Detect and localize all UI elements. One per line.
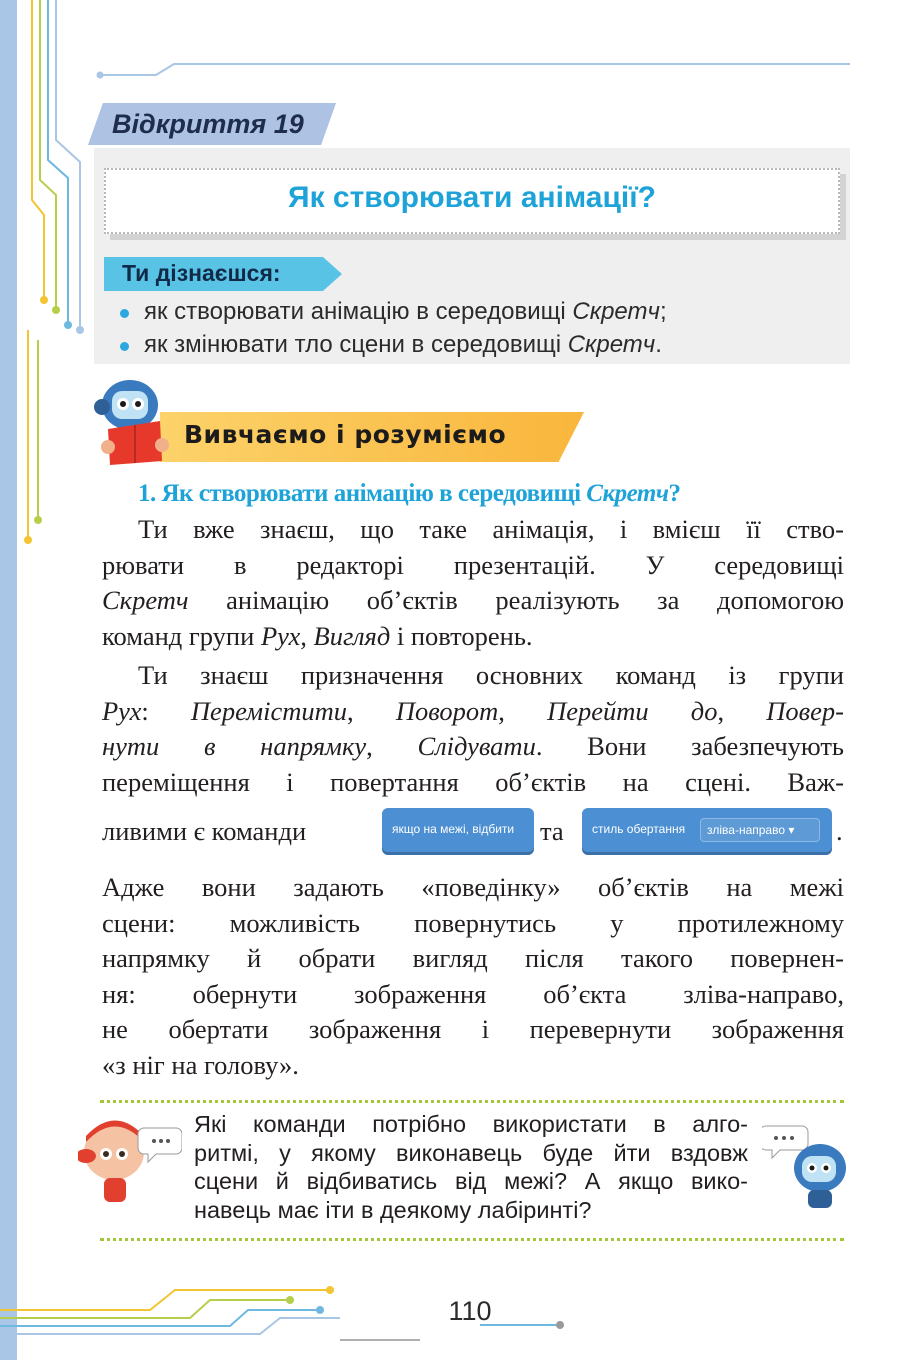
section-title: Вивчаємо і розуміємо — [184, 420, 507, 449]
top-divider-line — [96, 60, 856, 82]
bullet-dot-icon — [120, 309, 129, 318]
reading-robot-icon — [88, 375, 198, 467]
paragraph-3 — [102, 870, 844, 1083]
text-line: Адже вони задають «поведінку» об’єктів на межі — [102, 872, 844, 902]
dotted-divider-bottom — [100, 1238, 844, 1241]
question-line: Які команди потрібно використати в алго- — [194, 1111, 748, 1137]
text-line: «з ніг на голову». — [102, 1049, 299, 1080]
bounce-block — [382, 808, 534, 852]
commands-line — [102, 806, 844, 858]
discovery-tag — [88, 103, 336, 145]
text-line: Скретч анімацію об’єктів реалізують за допомогою — [102, 585, 844, 615]
paragraph-2 — [102, 658, 844, 800]
question-line: навець має іти в деякому лабіринті? — [194, 1196, 592, 1223]
text-fragment: та — [540, 816, 564, 846]
page-number: 110 — [448, 1296, 492, 1326]
question-box — [194, 1110, 748, 1224]
bounce-block-label: якщо на межі, відбити — [392, 822, 515, 836]
text-fragment: . — [836, 816, 843, 846]
girl-character-icon — [78, 1112, 182, 1204]
text-line: команд групи Рух, Вигляд і повторень. — [102, 620, 533, 651]
dotted-divider-top — [100, 1100, 844, 1103]
rotation-style-dropdown — [700, 818, 820, 842]
text-line: нути в напрямку, Слідувати. Вони забезпечують — [102, 731, 845, 761]
rotation-style-label: стиль обертання — [592, 822, 686, 836]
text-line: Ти вже знаєш, що таке анімація, і вмієш її ство- — [138, 514, 844, 544]
circuit-decoration-icon — [0, 0, 90, 560]
subsection-heading: 1. Як створювати анімацію в середовищі Скретч? — [138, 480, 681, 507]
text-line: переміщення і повертання об’єктів на сцені. Важ- — [102, 766, 844, 797]
text-line: не обертати зображення і перевернути зображення — [102, 1014, 844, 1044]
bullet-dot-icon — [120, 342, 129, 351]
rotation-style-value: зліва-направо ▾ — [707, 823, 795, 837]
question-line: сцени й відбиватись від межі? А якщо вико- — [194, 1168, 748, 1194]
text-line: Рух: Перемістити, Поворот, Перейти до, Повер- — [102, 695, 844, 726]
question-line: ритмі, у якому виконавець буде йти вздовж — [194, 1139, 748, 1166]
text-line: рювати в редакторі презентацій. У середовищі — [102, 549, 844, 580]
learn-label-text: Ти дізнаєшся: — [122, 260, 281, 286]
topic-title: Як створювати анімації? — [288, 181, 656, 214]
paragraph-1 — [102, 512, 844, 654]
text-fragment: ливими є команди — [102, 816, 307, 846]
text-line: напрямку й обрати вигляд після такого повернен- — [102, 943, 844, 973]
text-line: сцени: можливість повернутись у протилежному — [102, 907, 844, 938]
text-line: ня: обернути зображення об’єкта зліва-направо, — [102, 978, 844, 1009]
rotation-style-block — [582, 808, 832, 852]
thinking-robot-icon — [762, 1122, 852, 1212]
text-line: Ти знаєш призначення основних команд із групи — [138, 660, 844, 690]
section-banner — [160, 412, 584, 462]
discovery-tag-label: Відкриття 19 — [112, 109, 304, 139]
learn-label — [104, 257, 342, 291]
